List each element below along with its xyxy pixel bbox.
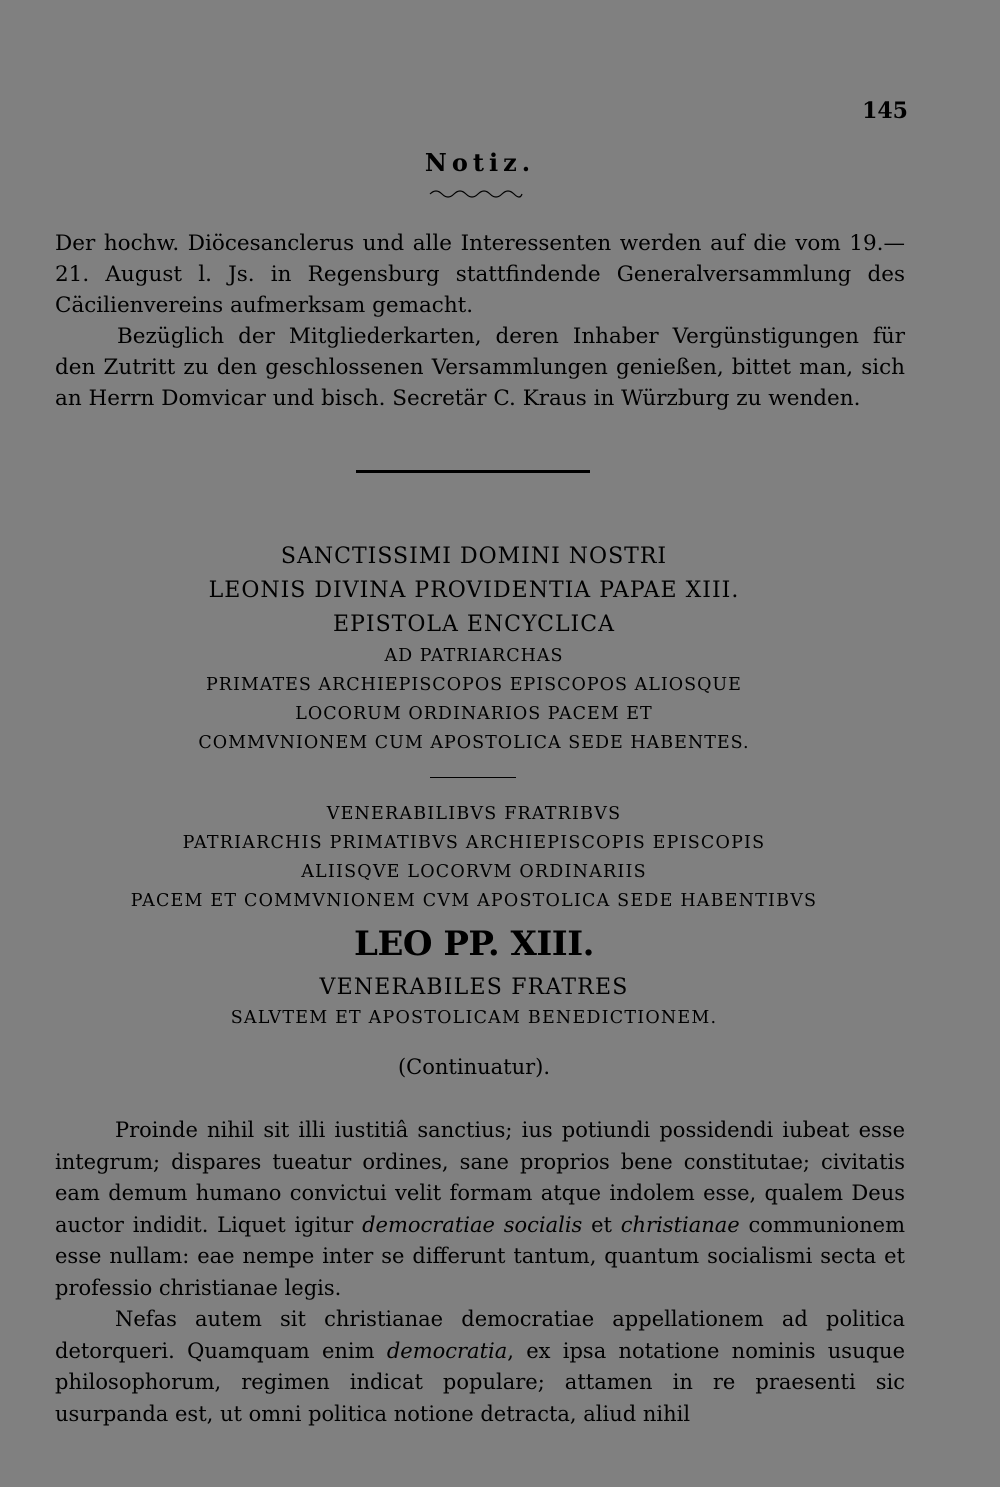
- notiz-heading: Notiz.: [424, 148, 536, 177]
- address-line: ALIISQVE LOCORVM ORDINARIIS: [301, 862, 647, 882]
- text-run: Proinde nihil sit illi iustitiâ sanctius; ius potiundi possidendi iubeat esse integrum; dispares tueatur ordines, sane proprios bene constitutae; civitatis eam demum humano convictui velit formam atque indolem esse, qualem Deus auctor indidit. Liquet igitur: [55, 1118, 905, 1237]
- title-line: PRIMATES ARCHIEPISCOPOS EPISCOPOS ALIOSQUE: [206, 675, 742, 695]
- italic-term: democratia: [386, 1338, 508, 1363]
- notiz-body: [55, 228, 905, 414]
- author-name: LEO PP. XIII.: [354, 924, 594, 964]
- address-line: PACEM ET COMMVNIONEM CVM APOSTOLICA SEDE HABENTIBVS: [130, 891, 818, 911]
- continuation-note: (Continuatur).: [397, 1055, 551, 1079]
- page-number: 145: [862, 98, 908, 124]
- address-line: VENERABILIBVS FRATRIBVS: [326, 804, 622, 824]
- latin-paragraph: [55, 1304, 905, 1430]
- latin-paragraph: [55, 1115, 905, 1304]
- title-line: COMMVNIONEM CUM APOSTOLICA SEDE HABENTES.: [198, 733, 750, 753]
- italic-term: christianae: [620, 1212, 740, 1237]
- encyclical-title: [0, 540, 948, 758]
- text-run: , ex ipsa notatione nominis usuque philosophorum, regimen indicat populare; attamen in re praesenti sic usurpanda est, ut omni politica notione detracta, aliud nihil: [55, 1338, 905, 1426]
- address-line: PATRIARCHIS PRIMATIBVS ARCHIEPISCOPIS EPISCOPIS: [182, 833, 766, 853]
- short-separator-rule: [430, 777, 516, 778]
- notiz-paragraph: Der hochw. Diöcesanclerus und alle Interessenten werden auf die vom 19.—21. August l. Js. in Regensburg stattfindende Generalversammlung des Cäcilienvereins aufmerksam gemacht.: [55, 231, 905, 318]
- separator-rule: [356, 470, 590, 473]
- notiz-paragraph: Bezüglich der Mitgliederkarten, deren Inhaber Vergünstigungen für den Zutritt zu den geschlossenen Versammlungen genießen, bittet man, sich an Herrn Domvicar und bisch. Secretär C. Kraus in Würzburg zu wenden.: [55, 324, 905, 411]
- text-run: communionem esse nullam: eae nempe inter se differunt tantum, quantum socialismi secta et professio christianae legis.: [55, 1212, 905, 1300]
- address-block: [0, 800, 948, 1033]
- title-line: EPISTOLA ENCYCLICA: [333, 612, 615, 637]
- title-line: LEONIS DIVINA PROVIDENTIA PAPAE XIII.: [208, 578, 740, 603]
- ornament-squiggle: [428, 188, 524, 200]
- salutation: VENERABILES FRATRES: [319, 975, 629, 1000]
- italic-term: democratiae socialis: [362, 1212, 583, 1237]
- greeting: SALVTEM ET APOSTOLICAM BENEDICTIONEM.: [230, 1008, 718, 1028]
- title-line: SANCTISSIMI DOMINI NOSTRI: [280, 544, 668, 569]
- text-run: et: [582, 1212, 621, 1237]
- title-line: AD PATRIARCHAS: [384, 646, 564, 666]
- text-run: Nefas autem sit christianae democratiae appellationem ad politica detorqueri. Quamquam enim: [55, 1307, 905, 1363]
- latin-body: [55, 1115, 905, 1430]
- title-line: LOCORUM ORDINARIOS PACEM ET: [295, 704, 653, 724]
